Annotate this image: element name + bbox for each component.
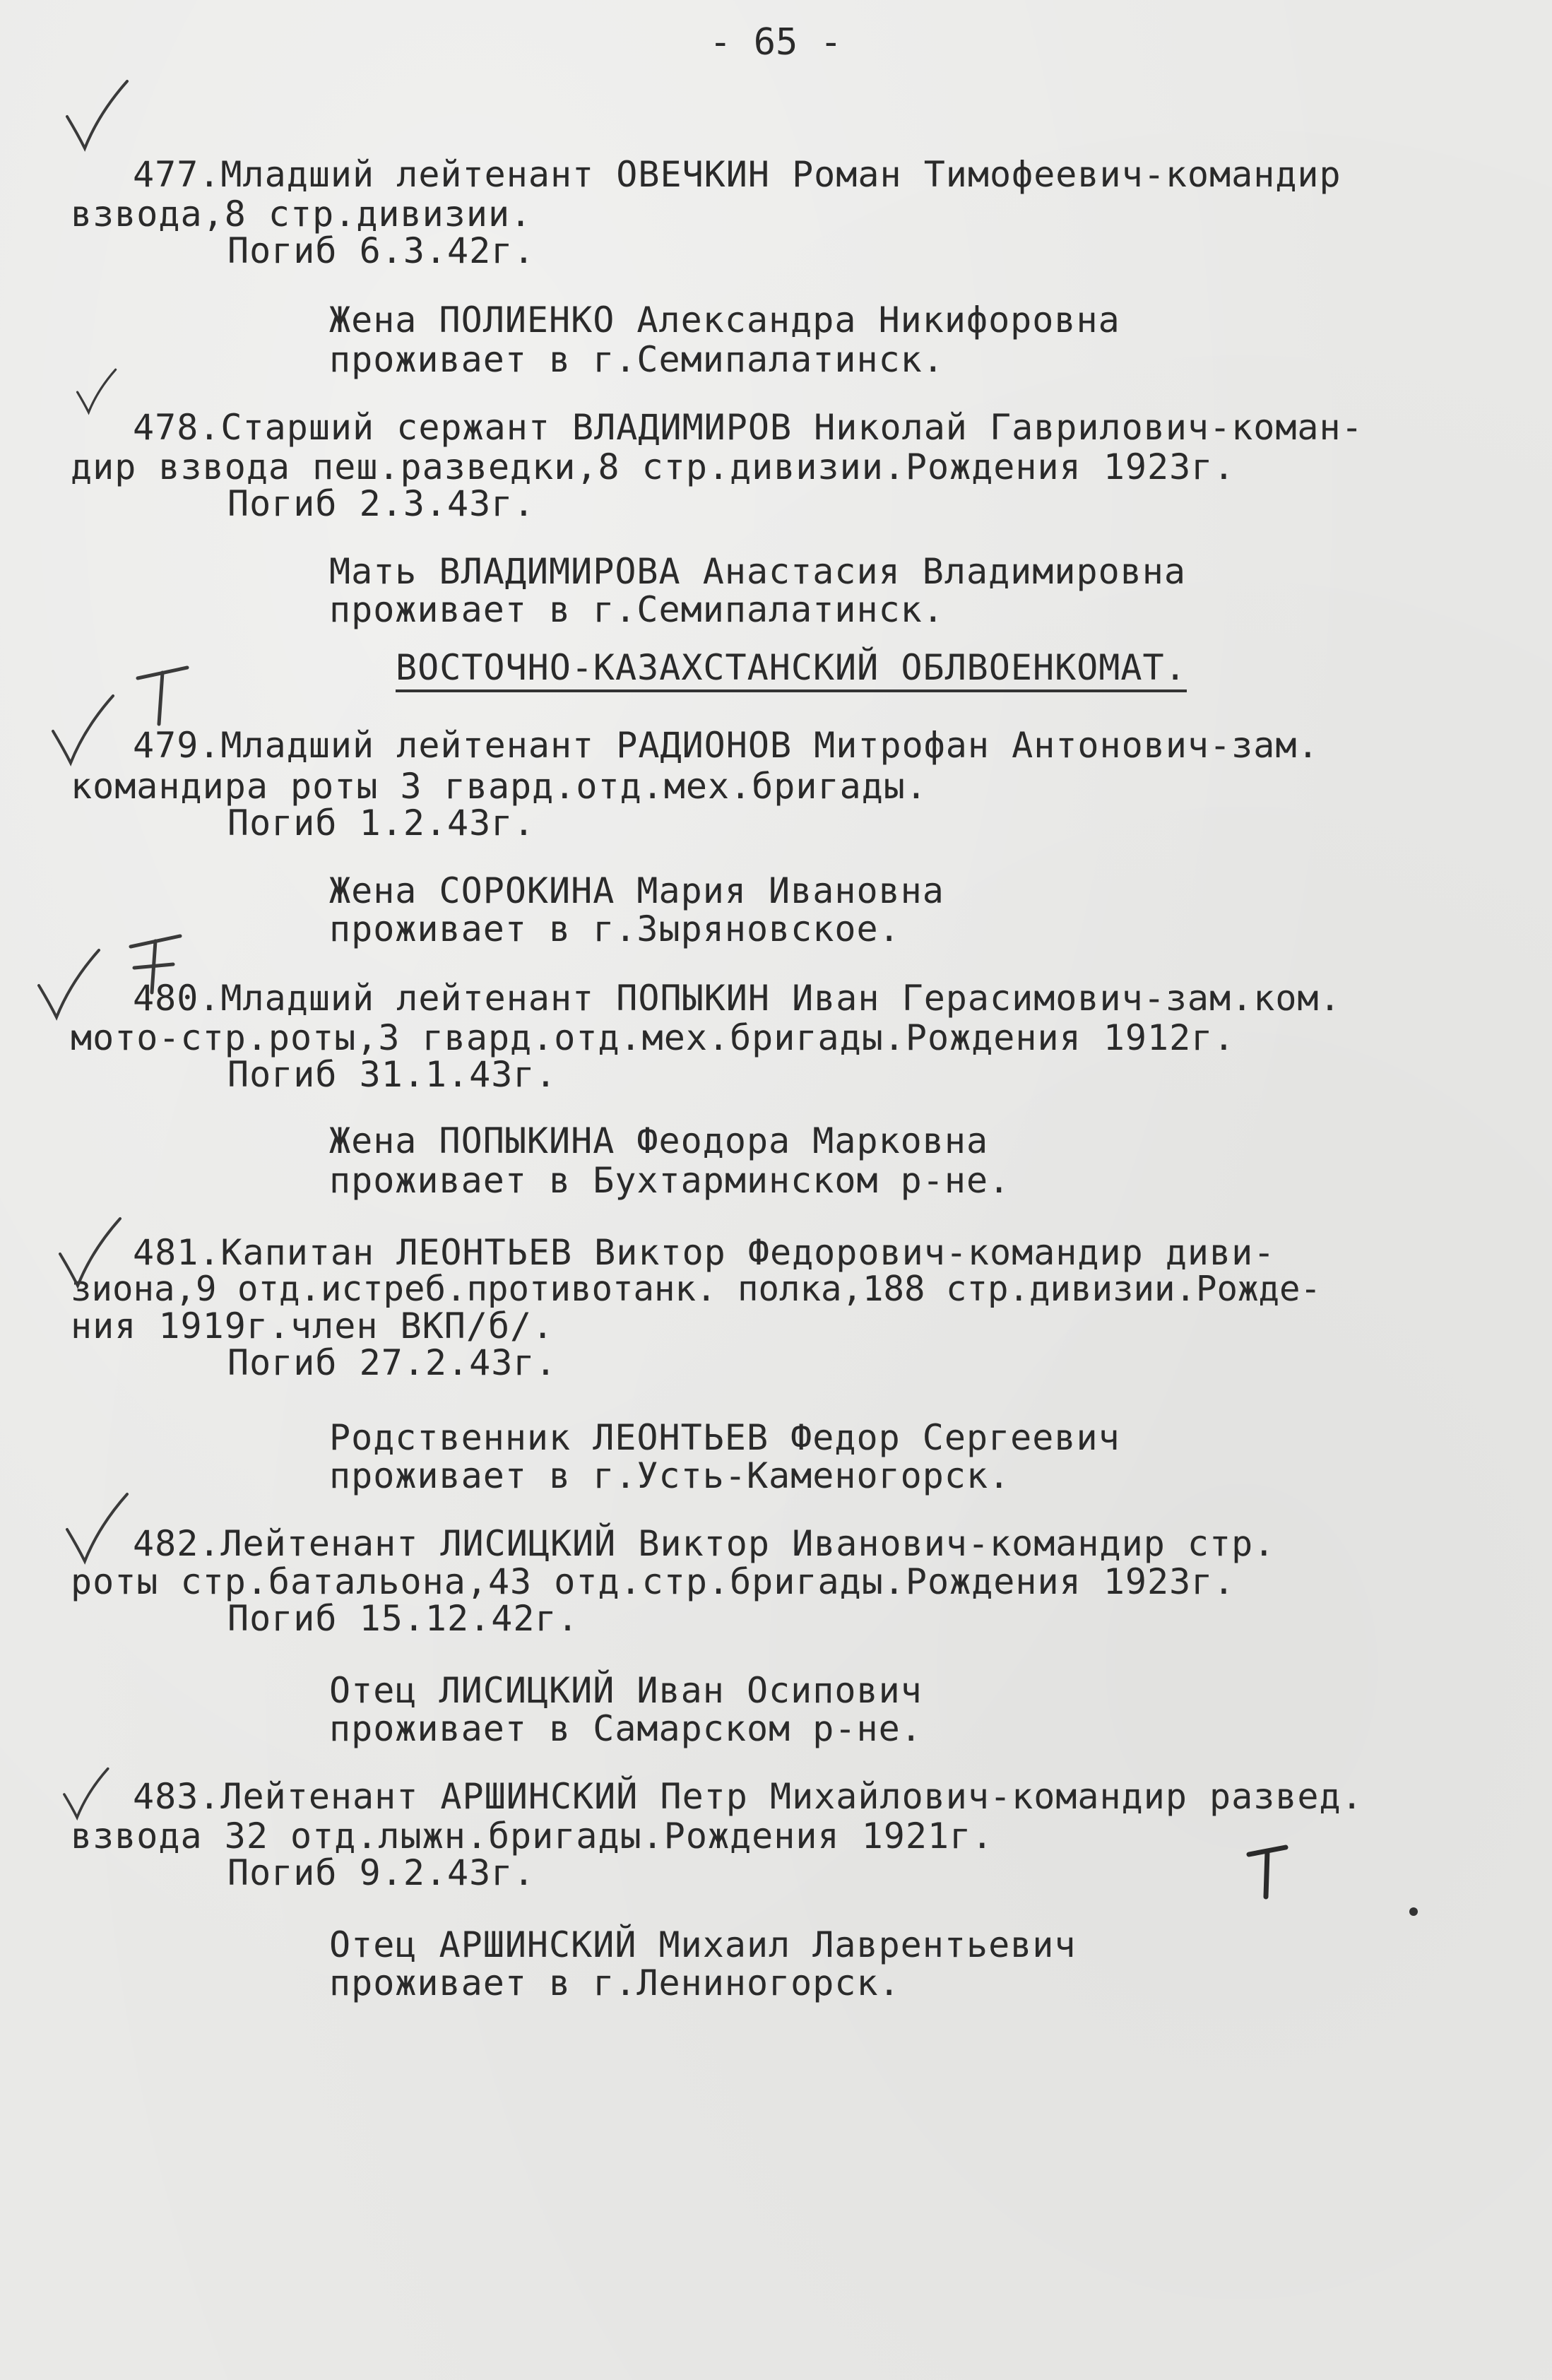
checkmark-icon <box>57 1766 113 1823</box>
entry-480-line-1: 480.Младший лейтенант ПОПЫКИН Иван Герасимович-зам.ком. <box>133 978 1341 1019</box>
entry-481-line-2: зиона,9 отд.истреб.противотанк. полка,188 стр.дивизии.Рожде- <box>71 1269 1322 1309</box>
section-heading: ВОСТОЧНО-КАЗАХСТАНСКИЙ ОБЛВОЕНКОМАТ. <box>396 647 1187 692</box>
entry-483-line-1: 483.Лейтенант АРШИНСКИЙ Петр Михайлович-командир развед. <box>133 1776 1363 1817</box>
entry-479-relative-name: Жена СОРОКИНА Мария Ивановна <box>329 870 944 911</box>
entry-482-death-date: Погиб 15.12.42г. <box>227 1598 579 1639</box>
entry-483-death-date: Погиб 9.2.43г. <box>227 1852 535 1893</box>
checkmark-icon <box>28 947 106 1024</box>
entry-481-line-1: 481.Капитан ЛЕОНТЬЕВ Виктор Федорович-командир диви- <box>133 1232 1276 1273</box>
entry-479-relative-address: проживает в г.Зыряновское. <box>329 908 901 949</box>
handwritten-mark-icon <box>131 664 194 728</box>
checkmark-icon <box>49 1215 127 1293</box>
checkmark-icon <box>57 78 134 155</box>
entry-478-line-2: дир взвода пеш.разведки,8 стр.дивизии.Рождения 1923г. <box>71 446 1236 487</box>
entry-480-death-date: Погиб 31.1.43г. <box>227 1054 557 1095</box>
handwritten-mark-icon <box>1243 1844 1293 1900</box>
handwritten-mark-icon <box>124 933 187 996</box>
entry-479-death-date: Погиб 1.2.43г. <box>227 803 535 843</box>
entry-482-line-2: роты стр.батальона,43 отд.стр.бригады.Рождения 1923г. <box>71 1561 1236 1602</box>
page-number: - 65 - <box>709 21 842 64</box>
entry-480-line-2: мото-стр.роты,3 гвард.отд.мех.бригады.Рождения 1912г. <box>71 1017 1236 1058</box>
entry-483-relative-name: Отец АРШИНСКИЙ Михаил Лаврентьевич <box>329 1924 1077 1965</box>
entry-478-relative-name: Мать ВЛАДИМИРОВА Анастасия Владимировна <box>329 551 1186 592</box>
entry-481-relative-address: проживает в г.Усть-Каменогорск. <box>329 1455 1011 1496</box>
entry-482-relative-name: Отец ЛИСИЦКИЙ Иван Осипович <box>329 1670 923 1711</box>
entry-479-line-1: 479.Младший лейтенант РАДИОНОВ Митрофан Антонович-зам. <box>133 725 1320 766</box>
entry-477-relative-address: проживает в г.Семипалатинск. <box>329 339 944 380</box>
checkmark-icon <box>57 1491 134 1568</box>
entry-483-line-2: взвода 32 отд.лыжн.бригады.Рождения 1921г. <box>71 1816 994 1857</box>
entry-480-relative-name: Жена ПОПЫКИНА Феодора Марковна <box>329 1120 989 1161</box>
entry-478-death-date: Погиб 2.3.43г. <box>227 483 535 524</box>
ink-dot <box>1409 1907 1418 1916</box>
entry-482-relative-address: проживает в Самарском р-не. <box>329 1708 923 1749</box>
entry-480-relative-address: проживает в Бухтарминском р-не. <box>329 1160 1011 1201</box>
checkmark-icon <box>71 367 120 417</box>
entry-477-line-1: 477.Младший лейтенант ОВЕЧКИН Роман Тимофеевич-командир <box>133 154 1341 195</box>
entry-481-relative-name: Родственник ЛЕОНТЬЕВ Федор Сергеевич <box>329 1417 1120 1458</box>
entry-483-relative-address: проживает в г.Лениногорск. <box>329 1962 901 2003</box>
entry-478-line-1: 478.Старший сержант ВЛАДИМИРОВ Николай Гаврилович-коман- <box>133 407 1363 448</box>
entry-481-death-date: Погиб 27.2.43г. <box>227 1342 557 1383</box>
entry-477-death-date: Погиб 6.3.42г. <box>227 230 535 271</box>
entry-482-line-1: 482.Лейтенант ЛИСИЦКИЙ Виктор Иванович-командир стр. <box>133 1523 1276 1564</box>
entry-478-relative-address: проживает в г.Семипалатинск. <box>329 589 944 630</box>
entry-477-relative-name: Жена ПОЛИЕНКО Александра Никифоровна <box>329 300 1120 341</box>
entry-479-line-2: командира роты 3 гвард.отд.мех.бригады. <box>71 766 928 807</box>
entry-481-line-3: ния 1919г.член ВКП/б/. <box>71 1306 555 1346</box>
entry-477-line-2: взвода,8 стр.дивизии. <box>71 194 533 235</box>
checkmark-icon <box>42 692 120 770</box>
